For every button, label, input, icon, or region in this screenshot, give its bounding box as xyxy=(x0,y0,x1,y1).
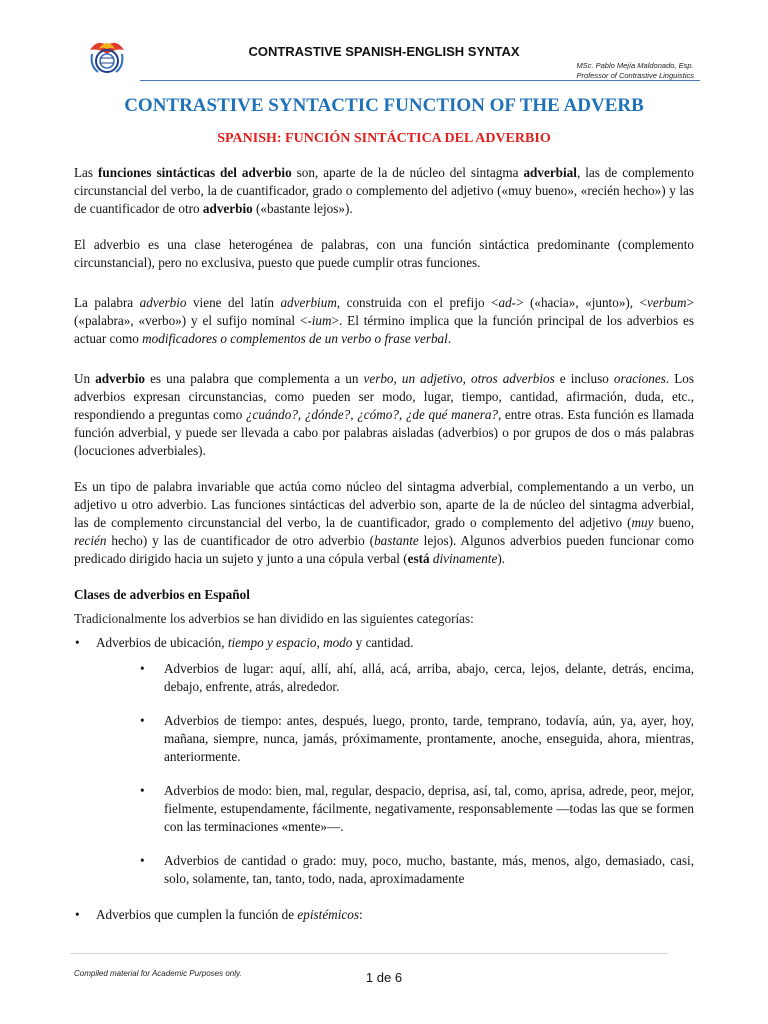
paragraph-5: Es un tipo de palabra invariable que actúa como núcleo del sintagma adverbial, complementando a un verbo, un adjetivo u otro adverbio. Las funciones sintácticas del adverbio son, aparte de la de núcleo del sintagma adverbial, las de complemento circunstancial del verbo, la de cuantificador, grado o complemento del adjetivo (muy bueno, recién hecho) y las de cuantificador de otro adverbio (bastante lejos). Algunos adverbios pueden funcionar como predicado dirigido hacia un sujeto y junto a una cópula verbal (está divinamente). xyxy=(74,479,694,566)
paragraph-4: Un adverbio es una palabra que complementa a un verbo, un adjetivo, otros adverbios e incluso oraciones. Los adverbios expresan circunstancias, como pueden ser modo, lugar, tiempo, cantidad, afirmación, duda, etc., respondiendo a preguntas como ¿cuándo?, ¿dónde?, ¿cómo?, ¿de qué manera?, entre otras. Esta función es llamada función adverbial, y puede ser llevada a cabo por palabras aisladas (adverbios) o por grupos de dos o más palabras (locuciones adverbiales). xyxy=(74,371,695,458)
list-item: • Adverbios de tiempo: antes, después, luego, pronto, tarde, temprano, todavía, aún, ya, ayer, hoy, mañana, siempre, nunca, jamás, próximamente, prontamente, anoche, enseguida, ahora, mientras, anteriormente. xyxy=(96,712,694,766)
paragraph-1: Las funciones sintácticas del adverbio son, aparte de la de núcleo del sintagma adverbial, las de complemento circunstancial del verbo, la de cuantificador, grado o complemento del adjetivo («muy bueno», «recién hecho») y las de cuantificador de otro adverbio («bastante lejos»). xyxy=(74,165,694,216)
document-body xyxy=(74,94,694,924)
author-name: MSc. Pablo Mejía Maldonado, Esp. xyxy=(576,61,694,70)
document-subtitle: SPANISH: FUNCIÓN SINTÁCTICA DEL ADVERBIO xyxy=(217,131,551,146)
list-item: • Adverbios de modo: bien, mal, regular, despacio, deprisa, así, tal, como, aprisa, adrede, peor, mejor, fielmente, estupendamente, fácilmente, negativamente, responsablemente —todas las que se formen con las terminaciones «mente»—. xyxy=(96,782,694,836)
page-number: 1 de 6 xyxy=(365,970,403,985)
section-intro: Tradicionalmente los adverbios se han dividido en las siguientes categorías: xyxy=(74,611,474,626)
footer-note: Compiled material for Academic Purposes only. xyxy=(74,969,242,978)
list-item: • Adverbios de lugar: aquí, allí, ahí, allá, acá, arriba, abajo, cerca, lejos, delante, detrás, encima, debajo, enfrente, atrás, alrededor. xyxy=(96,660,694,696)
adverb-category-list xyxy=(74,634,694,924)
paragraph-2: El adverbio es una clase heterogénea de palabras, con una función sintáctica predominante (complemento circunstancial), pero no exclusiva, puesto que puede cumplir otras funciones. xyxy=(74,237,694,270)
adverb-subcategory-list xyxy=(96,660,694,888)
header-title: CONTRASTIVE SPANISH-ENGLISH SYNTAX xyxy=(248,44,520,59)
document-title: CONTRASTIVE SYNTACTIC FUNCTION OF THE ADVERB xyxy=(124,95,644,116)
list-item: • Adverbios de ubicación, tiempo y espacio, modo y cantidad. • Adverbios de lugar: aquí, allí, ahí, allá, acá, arriba, abajo, cerca, lejos, delante, detrás, encima, debajo, enfrente, atrás, alrededor. • Adverbios de tiempo: antes, después, luego, pronto, tarde, temprano, todavía, aún, ya, ayer, hoy, mañana, siempre, nunca, jamás, próximamente, prontamente, anoche, enseguida, ahora, mientras, anteriormente. • Adverbios de modo: bien, mal, regular, despacio, deprisa, así, tal, como, aprisa, adrede, peor, mejor, fielmente, estupendamente, fácilmente, negativamente, responsablemente —todas las que se formen con las terminaciones «mente»—. • Adverbios de cantidad o grado: muy, poco, mucho, bastante, más, menos, algo, demasiado, casi, solo, solamente, tan, tanto, todo, nada, aproximadamente xyxy=(74,634,694,888)
author-role: Professor of Contrastive Linguistics xyxy=(576,71,694,80)
header-divider xyxy=(140,80,700,81)
section-heading: Clases de adverbios en Español xyxy=(74,587,250,602)
list-item: • Adverbios de cantidad o grado: muy, poco, mucho, bastante, más, menos, algo, demasiado, casi, solo, solamente, tan, tanto, todo, nada, aproximadamente xyxy=(96,852,694,888)
list-item: • Adverbios que cumplen la función de epistémicos: xyxy=(74,906,694,924)
paragraph-3: La palabra adverbio viene del latín adverbium, construida con el prefijo <ad-> («hacia», «junto»), <verbum> («palabra», «verbo») y el sufijo nominal <-ium>. El término implica que la función principal de los adverbios es actuar como modificadores o complementos de un verbo o frase verbal. xyxy=(74,295,695,346)
header-author xyxy=(576,61,694,81)
footer-divider xyxy=(70,953,668,954)
